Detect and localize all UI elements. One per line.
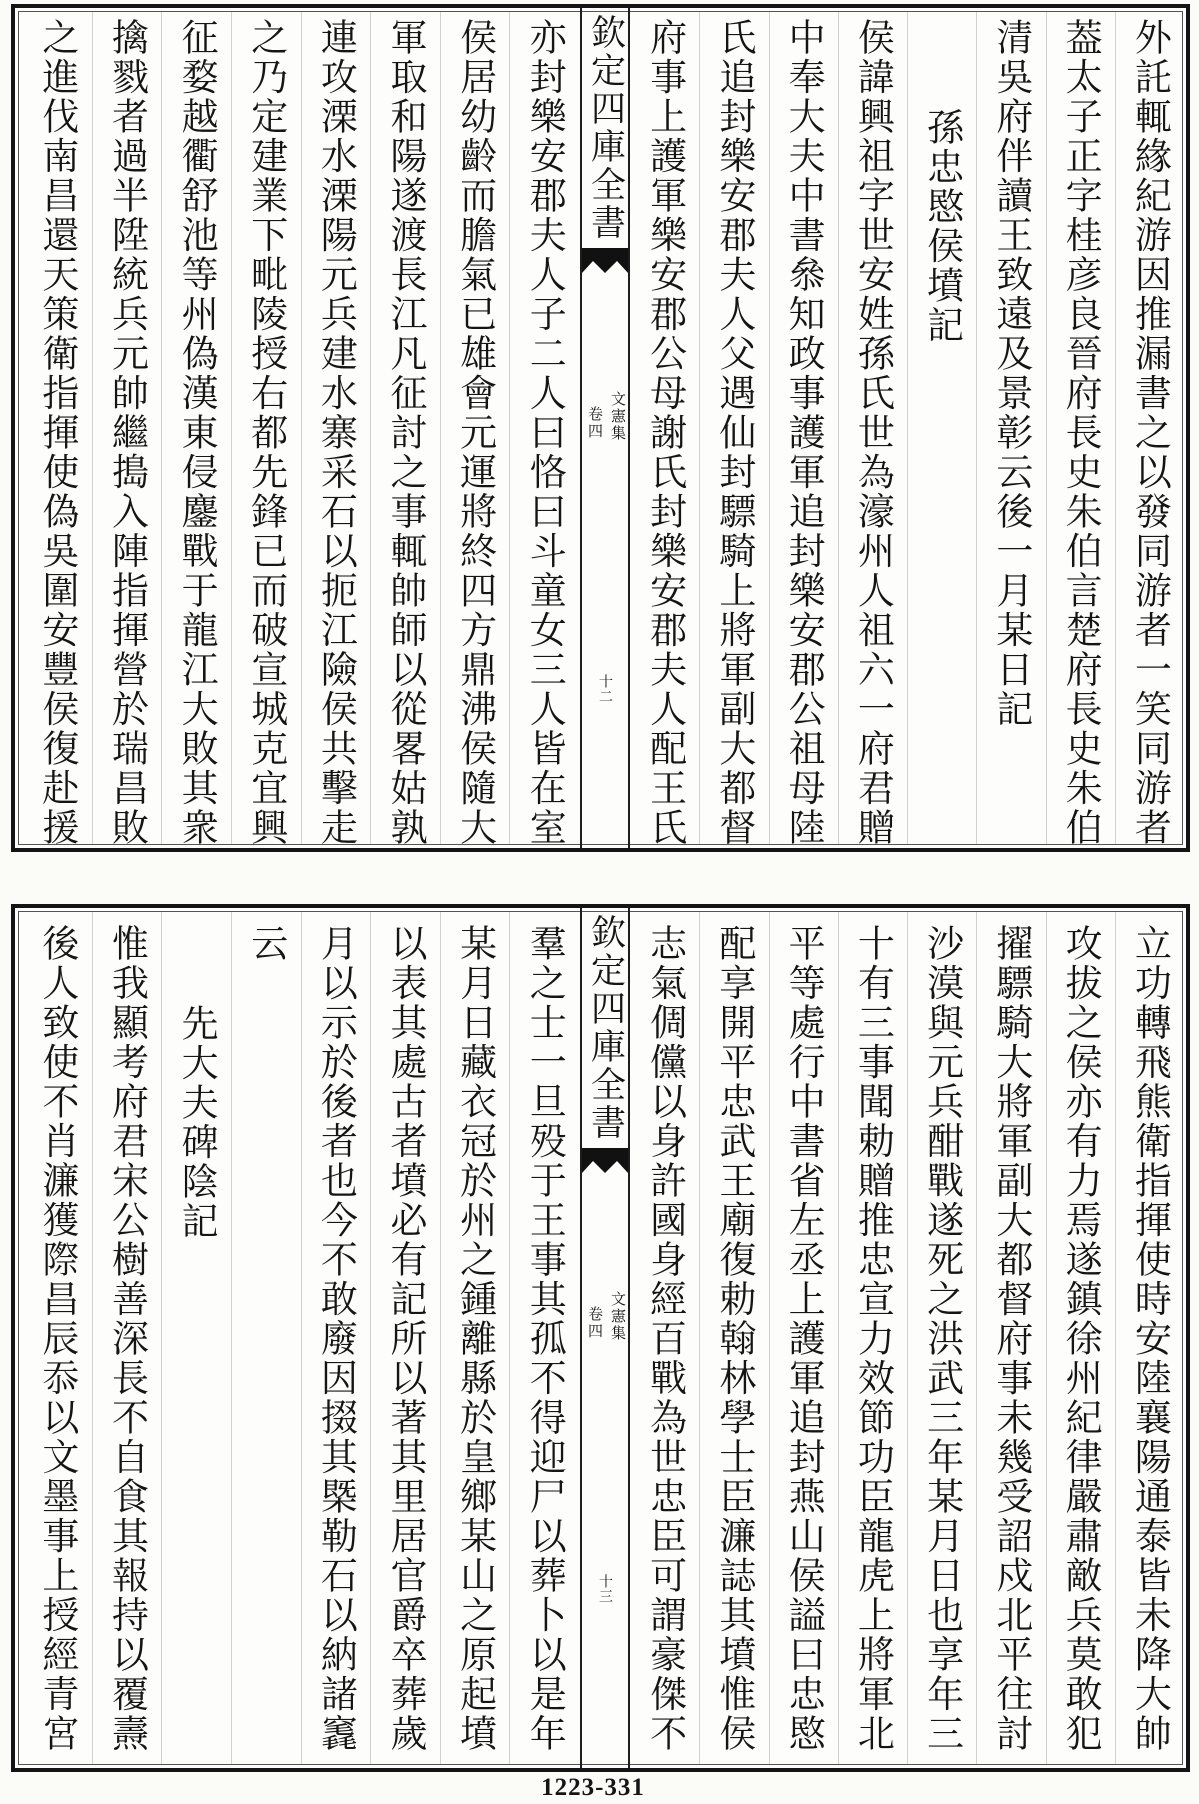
text-column: 亦封樂安郡夫人子二人曰恪曰斗童女三人皆在室 [523, 18, 567, 848]
column-cell [699, 912, 768, 1764]
column-cell [92, 12, 162, 848]
text-column: 平等處行中書省左丞上護軍追封燕山侯謚曰忠愍 [782, 924, 826, 1754]
text-column: 軍取和陽遂渡長江凡征討之事輒帥師以從畧姑孰 [383, 18, 427, 848]
text-column: 中奉大夫中書叅知政事護軍追封樂安郡公祖母陸 [782, 18, 826, 848]
text-column: 後人致使不肖濂獲際昌辰忝以文墨事上授經青宮 [35, 924, 79, 1754]
column-cell [92, 912, 162, 1764]
leaf-panel-bottom [11, 904, 1190, 1772]
column-cell [1046, 912, 1115, 1764]
fishtail-mark [582, 248, 628, 274]
column-cell [976, 912, 1045, 1764]
fishtail-mark [582, 1148, 628, 1174]
column-cell [631, 12, 699, 848]
column-cell [976, 12, 1045, 844]
section-title: 先大夫碑陰記 [175, 1004, 219, 1241]
text-column: 擒戮者過半陞統兵元帥繼搗入陣指揮營於瑞昌敗 [105, 18, 149, 848]
text-column: 征婺越衢舒池等州偽漢東侵鏖戰于龍江大敗其衆 [175, 18, 219, 848]
fold-title-box [582, 914, 628, 1142]
text-column: 侯居幼齡而膽氣已雄會元運將終四方鼎沸侯隨大 [453, 18, 497, 848]
column-cell [231, 912, 301, 1764]
fold-title-box [582, 14, 628, 242]
text-column: 擢驃騎大將軍副大都督府事未幾受詔戍北平往討 [989, 924, 1033, 1754]
fold-leaf-number: 十二 [597, 674, 613, 704]
text-column: 配享開平忠武王廟復勅翰林學士臣濂誌其墳惟侯 [712, 924, 756, 1754]
text-column: 連攻溧水溧陽元兵建水寨采石以扼江險侯共擊走 [314, 18, 358, 848]
column-cell [231, 12, 301, 848]
text-column: 云 [244, 924, 288, 964]
text-column: 惟我顯考府君宋公樹善深長不自食其報持以覆燾 [105, 924, 149, 1754]
column-cell [1115, 912, 1184, 1764]
text-column: 清吳府伴讀王致遠及景彰云後一月某日記 [989, 18, 1033, 729]
column-cell [509, 12, 579, 848]
column-cell [1115, 12, 1184, 848]
column-cell [838, 12, 907, 848]
left-half-page [23, 912, 579, 1764]
center-fold [580, 8, 630, 848]
fold-volume-label: 卷四 [586, 406, 604, 440]
text-column: 侯諱興祖字世安姓孫氏世為濠州人祖六一府君贈 [851, 18, 895, 848]
column-cell [440, 912, 510, 1764]
fold-leaf-number: 十三 [597, 1574, 613, 1604]
text-column: 之進伐南昌還天策衛指揮使偽吳圍安豐侯復赴援 [35, 18, 79, 848]
center-fold [580, 908, 630, 1768]
text-column: 府事上護軍樂安郡公母謝氏封樂安郡夫人配王氏 [643, 18, 687, 848]
column-cell [699, 12, 768, 848]
column-cell [509, 912, 579, 1764]
text-column: 立功轉飛熊衛指揮使時安陸襄陽通泰皆未降大帥 [1128, 924, 1172, 1754]
column-cell [769, 12, 838, 848]
section-title: 孫忠愍侯墳記 [920, 108, 964, 345]
fold-leaf-box [582, 1574, 628, 1604]
fold-leaf-box [582, 674, 628, 704]
text-column: 攻拔之侯亦有力焉遂鎮徐州紀律嚴肅敵兵莫敢犯 [1059, 924, 1103, 1754]
column-cell [631, 912, 699, 1764]
text-column: 月以示於後者也今不敢廢因掇其槩勒石以納諸竁 [314, 924, 358, 1754]
page-code: 1223-331 [541, 1774, 645, 1801]
text-column: 葢太子正字桂彦良晉府長史朱伯言楚府長史朱伯 [1059, 18, 1103, 848]
column-cell [370, 912, 440, 1764]
fold-series-title: 欽定四庫全書 [585, 14, 626, 242]
text-column: 之乃定建業下毗陵授右都先鋒已而破宣城克宜興 [244, 18, 288, 848]
text-column: 氏追封樂安郡夫人父遇仙封驃騎上將軍副大都督 [712, 18, 756, 848]
column-cell [301, 12, 371, 848]
left-half-page [23, 12, 579, 848]
text-column: 羣之士一旦殁于王事其孤不得迎尸以葬卜以是年 [523, 924, 567, 1754]
text-column: 某月日藏衣冠於州之鍾離縣於皇鄉某山之原起墳 [453, 924, 497, 1754]
column-cell [161, 912, 231, 1764]
column-cell [907, 912, 976, 1764]
right-half-page [631, 12, 1184, 848]
column-cell [1046, 12, 1115, 848]
leaf-panel-top [11, 4, 1190, 852]
text-column: 外託輒緣紀游因推漏書之以發同游者一笑同游者 [1128, 18, 1172, 848]
column-cell [23, 12, 92, 848]
fold-book-title: 文憲集 [609, 391, 627, 442]
column-cell [161, 12, 231, 848]
right-half-page [631, 912, 1184, 1764]
column-cell [301, 912, 371, 1764]
column-cell [907, 12, 976, 844]
text-column: 志氣倜儻以身許國身經百戰為世忠臣可謂豪傑不 [643, 924, 687, 1754]
column-cell [370, 12, 440, 848]
fold-book-title: 文憲集 [609, 1291, 627, 1342]
column-cell [440, 12, 510, 848]
text-column: 沙漠與元兵酣戰遂死之洪武三年某月日也享年三 [920, 924, 964, 1754]
column-cell [838, 912, 907, 1764]
text-column: 以表其處古者墳必有記所以著其里居官爵卒葬歲 [383, 924, 427, 1754]
text-column: 十有三事聞勅贈推忠宣力效節功臣龍虎上將軍北 [851, 924, 895, 1754]
fold-volume-label: 卷四 [586, 1306, 604, 1340]
fold-series-title: 欽定四庫全書 [585, 914, 626, 1142]
column-cell [23, 912, 92, 1764]
column-cell [769, 912, 838, 1764]
